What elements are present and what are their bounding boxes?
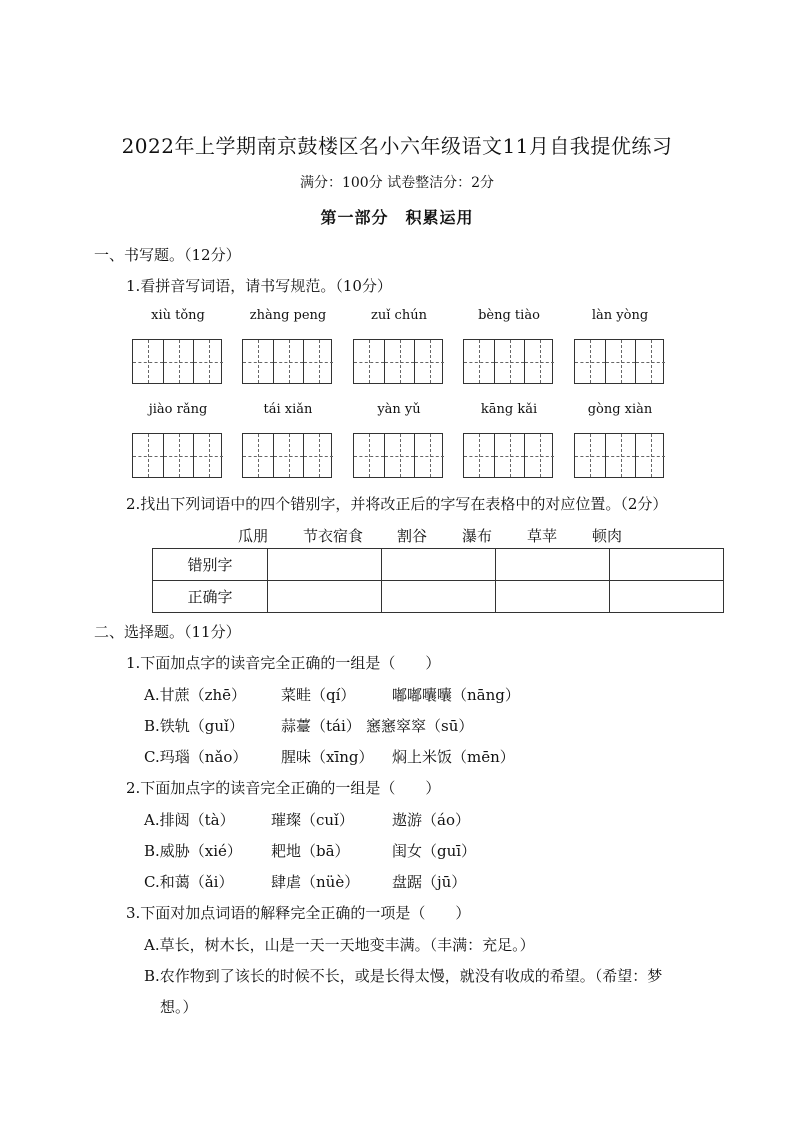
- pinyin-label: jiào rǎng: [148, 402, 208, 417]
- option-a-2: 璀璨（cuǐ）: [271, 811, 354, 829]
- page-title: 2022年上学期南京鼓楼区名小六年级语文11月自我提优练习: [121, 134, 673, 158]
- option-b[interactable]: B.农作物到了该长的时候不长，或是长得太慢，就没有收成的希望。（希望：梦: [144, 967, 663, 985]
- writing-grid[interactable]: [132, 433, 222, 478]
- option-c-1[interactable]: C.和蔼（ǎi）: [144, 873, 234, 891]
- option-b-3: 窸窸窣窣（sū）: [366, 717, 474, 735]
- question-2-1-prompt: 1.下面加点字的读音完全正确的一组是（ ）: [126, 654, 441, 672]
- pinyin-label: gòng xiàn: [587, 402, 653, 417]
- option-c-2: 肆虐（nüè）: [271, 873, 360, 891]
- option-b-1[interactable]: B.铁轨（guǐ）: [144, 717, 244, 735]
- writing-grid[interactable]: [574, 339, 664, 384]
- option-b-continued: 想。）: [160, 998, 198, 1016]
- table-row: [153, 549, 724, 581]
- word-item: 顿肉: [592, 527, 623, 545]
- question-1-2-prompt: 2.找出下列词语中的四个错别字，并将改正后的字写在表格中的对应位置。（2分）: [126, 495, 668, 513]
- pinyin-label: xiù tǒng: [151, 308, 205, 323]
- part-heading: 第一部分 积累运用: [320, 208, 474, 227]
- option-b-1[interactable]: B.威胁（xié）: [144, 842, 242, 860]
- word-item: 节衣宿食: [303, 527, 364, 545]
- pinyin-label: tái xiǎn: [263, 402, 313, 417]
- answer-cell[interactable]: [610, 549, 724, 581]
- writing-grid[interactable]: [242, 433, 332, 478]
- pinyin-label: làn yòng: [591, 308, 649, 323]
- word-item: 瓜朋: [238, 527, 269, 545]
- option-a-3: 遨游（áo）: [392, 811, 470, 829]
- answer-cell[interactable]: [268, 581, 382, 613]
- option-c-1[interactable]: C.玛瑙（nǎo）: [144, 748, 248, 766]
- answer-cell[interactable]: [382, 581, 496, 613]
- word-item: 割谷: [397, 527, 428, 545]
- writing-grid[interactable]: [132, 339, 222, 384]
- score-info: 满分：100分 试卷整洁分：2分: [299, 175, 495, 191]
- option-b-2: 蒜薹（tái）: [281, 717, 361, 735]
- word-item: 瀑布: [462, 527, 493, 545]
- answer-cell[interactable]: [496, 549, 610, 581]
- answer-cell[interactable]: [610, 581, 724, 613]
- question-2-2-prompt: 2.下面加点字的读音完全正确的一组是（ ）: [126, 779, 441, 797]
- question-1-1-prompt: 1.看拼音写词语，请书写规范。（10分）: [126, 277, 392, 295]
- option-b-2: 耙地（bā）: [271, 842, 350, 860]
- writing-grid[interactable]: [574, 433, 664, 478]
- option-b-3: 闺女（guī）: [392, 842, 477, 860]
- pinyin-label: zuǐ chún: [371, 308, 427, 323]
- writing-grid[interactable]: [463, 433, 553, 478]
- word-item: 草苹: [527, 527, 558, 545]
- pinyin-label: yàn yǔ: [377, 402, 421, 417]
- option-a-2: 菜畦（qí）: [281, 686, 356, 704]
- option-c-2: 腥味（xīng）: [281, 748, 374, 766]
- writing-grid[interactable]: [353, 433, 443, 478]
- pinyin-label: kāng kǎi: [480, 402, 538, 417]
- writing-grid[interactable]: [353, 339, 443, 384]
- section-2-heading: 二、选择题。（11分）: [94, 623, 241, 641]
- option-a-1[interactable]: A.甘蔗（zhē）: [144, 686, 247, 704]
- answer-cell[interactable]: [268, 549, 382, 581]
- answer-cell[interactable]: [382, 549, 496, 581]
- pinyin-label: zhàng peng: [249, 308, 327, 323]
- pinyin-label: bèng tiào: [478, 308, 540, 323]
- row-label: 错别字: [153, 549, 268, 581]
- option-a-1[interactable]: A.排闼（tà）: [144, 811, 235, 829]
- row-label: 正确字: [153, 581, 268, 613]
- writing-grid[interactable]: [463, 339, 553, 384]
- question-2-3-prompt: 3.下面对加点词语的解释完全正确的一项是（ ）: [126, 904, 471, 922]
- section-1-heading: 一、书写题。（12分）: [94, 246, 241, 264]
- writing-grid[interactable]: [242, 339, 332, 384]
- option-c-3: 盘踞（jū）: [392, 873, 467, 891]
- option-a[interactable]: A.草长，树木长，山是一天一天地变丰满。（丰满：充足。）: [144, 936, 535, 954]
- option-a-3: 嘟嘟囔囔（nāng）: [392, 686, 520, 704]
- correction-table: [152, 548, 724, 613]
- option-c-3: 焖上米饭（mēn）: [392, 748, 515, 766]
- answer-cell[interactable]: [496, 581, 610, 613]
- table-row: [153, 581, 724, 613]
